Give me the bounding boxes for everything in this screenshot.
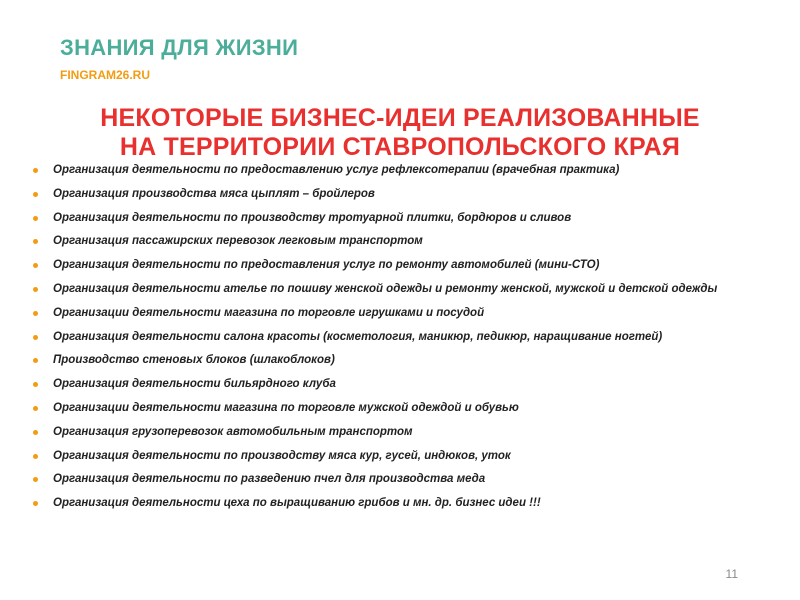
list-item (33, 445, 748, 469)
list-item (33, 373, 748, 397)
list-item (33, 397, 748, 421)
list-item-text: Организация деятельности по предоставлению услуг рефлексотерапии (врачебная практика) (53, 164, 620, 176)
list-item (33, 492, 748, 516)
list-item-text: Производство стеновых блоков (шлакоблоков) (53, 354, 335, 367)
bullet-dot-icon (33, 406, 38, 411)
list-item (33, 468, 748, 492)
bullet-dot-icon (33, 454, 38, 459)
list-item (33, 326, 748, 350)
list-item-text: Организация деятельности по разведению пчел для производства меда (53, 473, 486, 486)
brand-header (60, 34, 298, 82)
bullet-dot-icon (33, 501, 38, 506)
list-item-text: Организация деятельности по производству мяса кур, гусей, индюков, уток (53, 449, 511, 462)
list-item (33, 207, 748, 231)
list-item (33, 230, 748, 254)
list-item (33, 421, 748, 445)
slide-title-line-1: НЕКОТОРЫЕ БИЗНЕС-ИДЕИ РЕАЛИЗОВАННЫЕ (100, 104, 700, 132)
page-number: 11 (725, 567, 738, 581)
slide-title-line-2: НА ТЕРРИТОРИИ СТАВРОПОЛЬСКОГО КРАЯ (119, 133, 681, 161)
bullet-dot-icon (33, 192, 38, 197)
list-item (33, 349, 748, 373)
bullet-dot-icon (33, 382, 38, 387)
list-item (33, 254, 748, 278)
list-item (33, 159, 748, 183)
list-item-text: Организация деятельности салона красоты (косметология, маникюр, педикюр, наращивание ногтей) (53, 330, 663, 343)
list-item-text: Организация деятельности ателье по пошиву женской одежды и ремонту женской, мужской и детской одежды (53, 282, 718, 295)
list-item-text: Организация деятельности по предоставления услуг по ремонту автомобилей (мини-СТО) (53, 259, 600, 272)
list-item-text: Организация деятельности бильярдного клуба (53, 378, 336, 391)
list-item (33, 278, 748, 302)
bullet-dot-icon (33, 263, 38, 268)
bullet-dot-icon (33, 168, 38, 173)
slide-title (0, 104, 800, 162)
list-item-text: Организация деятельности цеха по выращиванию грибов и мн. др. бизнес идеи !!! (53, 497, 541, 510)
bullet-dot-icon (33, 358, 38, 363)
bullet-list (33, 159, 748, 516)
bullet-dot-icon (33, 430, 38, 435)
bullet-dot-icon (33, 239, 38, 244)
list-item-text: Организация грузоперевозок автомобильным транспортом (53, 425, 413, 438)
bullet-dot-icon (33, 311, 38, 316)
list-item (33, 183, 748, 207)
brand-title: ЗНАНИЯ ДЛЯ ЖИЗНИ (60, 35, 299, 60)
brand-url: FINGRAM26.RU (60, 68, 151, 82)
list-item-text: Организации деятельности магазина по торговле игрушками и посудой (53, 306, 485, 319)
bullet-dot-icon (33, 335, 38, 340)
list-item-text: Организация деятельности по производству тротуарной плитки, бордюров и сливов (53, 211, 572, 224)
list-item-text: Организация производства мяса цыплят – бройлеров (53, 187, 375, 200)
bullet-dot-icon (33, 477, 38, 482)
list-item (33, 302, 748, 326)
list-item-text: Организация пассажирских перевозок легковым транспортом (53, 235, 423, 248)
list-item-text: Организации деятельности магазина по торговле мужской одеждой и обувью (53, 401, 519, 414)
bullet-dot-icon (33, 287, 38, 292)
bullet-dot-icon (33, 216, 38, 221)
